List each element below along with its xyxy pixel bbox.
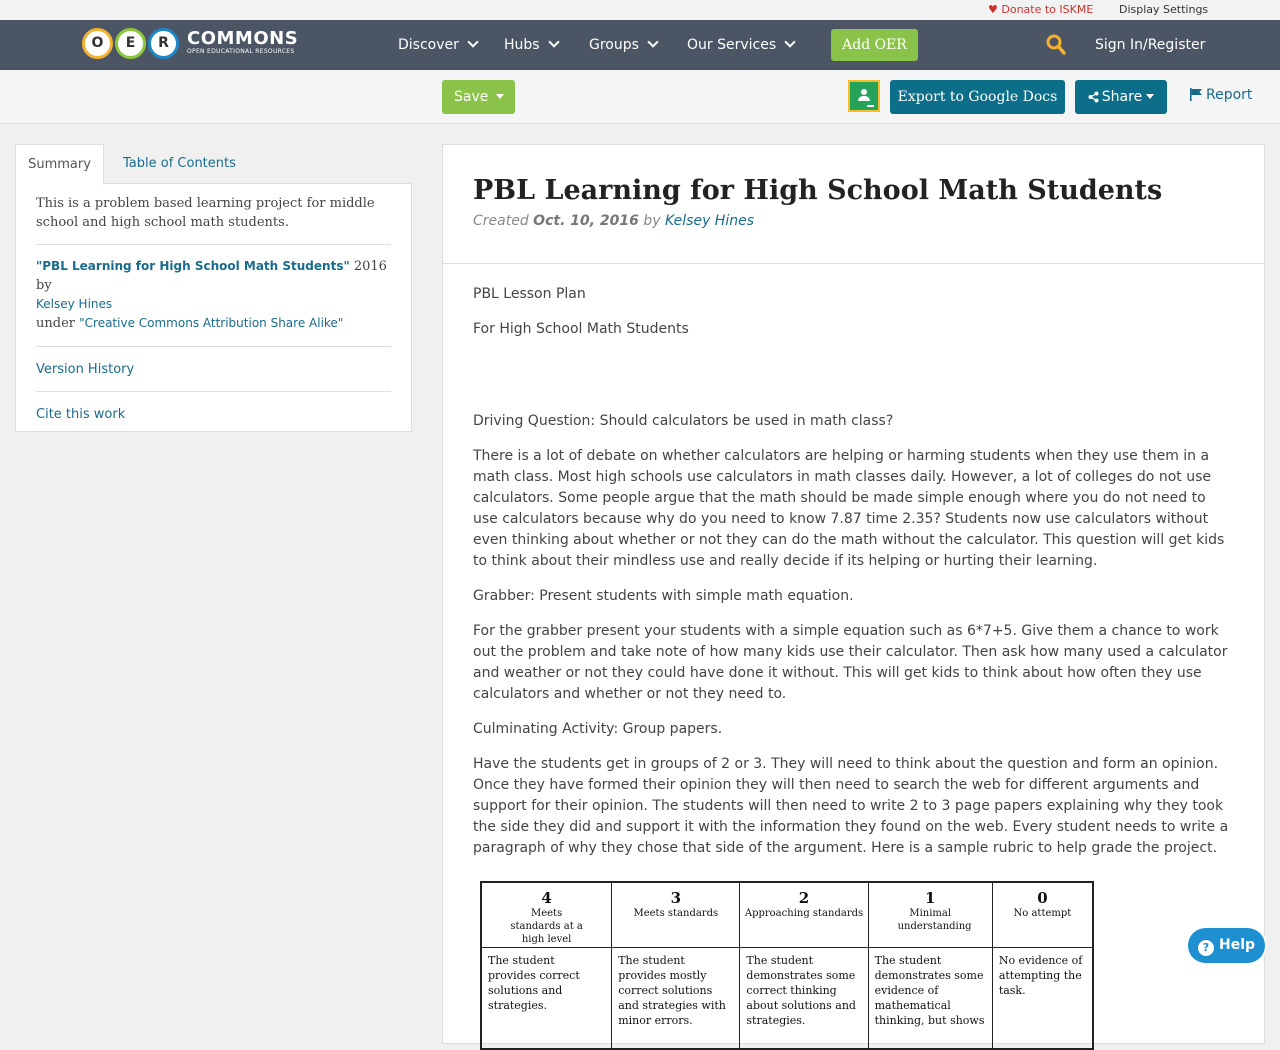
- resource-description: This is a problem based learning project for middle school and high school math students.: [36, 194, 391, 245]
- rubric-header-0: 0 No attempt: [992, 883, 1092, 948]
- version-history-row: [36, 347, 391, 392]
- paragraph: Driving Question: Should calculators be used in math class?: [473, 413, 894, 429]
- report-label: Report: [1206, 87, 1253, 103]
- rubric-cell-3: The student provides mostly correct solutions and strategies with minor errors.: [612, 948, 740, 1049]
- paragraph: For High School Math Students: [473, 321, 689, 337]
- add-oer-button[interactable]: Add OER: [831, 29, 918, 61]
- author-link[interactable]: Kelsey Hines: [664, 213, 755, 229]
- paragraph: Culminating Activity: Group papers.: [473, 721, 723, 737]
- share-icon: [1088, 91, 1099, 103]
- help-button[interactable]: [1188, 928, 1265, 963]
- action-bar: [0, 70, 1280, 124]
- tab-table-of-contents[interactable]: Table of Contents: [123, 156, 236, 171]
- share-button[interactable]: [1075, 80, 1167, 114]
- nav-services-label: Our Services: [687, 37, 777, 53]
- export-google-docs-button[interactable]: Export to Google Docs: [890, 80, 1065, 114]
- caret-down-icon: [496, 94, 504, 99]
- share-label: Share: [1101, 89, 1143, 105]
- paragraph: Have the students get in groups of 2 or 3. They will need to think about the question and form an opinion. Once they have formed their opinion they will then need to search the web for different arguments and support for their opinion. The students will then need to write 2 to 3 page papers explaining why they took the side they did and support it with the information they found on the web. Every student needs to write a paragraph of why they chose that side of the argument. Here is a sample rubric to help grade the project.: [473, 756, 1229, 856]
- logo-letter-o: O: [82, 28, 113, 59]
- nav-groups-label: Groups: [589, 37, 639, 53]
- rubric-cell-4: The student provides correct solutions and strategies.: [482, 948, 612, 1049]
- logo-letter-r: R: [148, 28, 179, 59]
- flag-icon: [1190, 88, 1203, 101]
- paragraph: PBL Lesson Plan: [473, 286, 586, 302]
- search-icon[interactable]: [1046, 34, 1066, 56]
- rubric-header-1: 1 Minimal understanding: [868, 883, 992, 948]
- donate-label: Donate to ISKME: [1001, 3, 1094, 16]
- nav-hubs-label: Hubs: [504, 37, 540, 53]
- rubric-image: [480, 881, 1094, 1050]
- logo-word: [187, 30, 298, 56]
- utility-bar: [0, 0, 1280, 20]
- donate-link[interactable]: [988, 3, 1093, 16]
- attribution-under: under: [36, 316, 75, 331]
- chevron-down-icon: [548, 36, 559, 47]
- paragraph: For the grabber present your students with a simple equation such as 6*7+5. Give them a chance to work out the problem and take note of how many kids use their calculator. Then ask how many used a calculator and weather or not they could have done it without. This will get kids to think about how often they use calculators and whether or not they need to.: [473, 623, 1228, 702]
- logo-commons: COMMONS: [187, 28, 299, 49]
- sidebar-tabs: [15, 144, 412, 184]
- rubric-cell-0: No evidence of attempting the task.: [992, 948, 1092, 1049]
- google-classroom-button[interactable]: [848, 80, 880, 112]
- attribution-author-link[interactable]: Kelsey Hines: [36, 297, 113, 311]
- logo-letter-e: E: [115, 28, 146, 59]
- tab-summary[interactable]: Summary: [15, 144, 104, 185]
- paragraph: There is a lot of debate on whether calculators are helping or harming students when they use them in a math class. Most high schools use calculators in math classes daily. However, a lot of colleges do not use calculators. Some people argue that the math should be made simple enough where you do not need to use calculators because why do you need to know 7.87 time 2.35? Students now use calculators without even thinking about whether or not they can do the math without the calculator. This question will get kids to think about their mindless use and really decide if its helping or hurting their learning.: [473, 448, 1225, 569]
- nav-discover[interactable]: [398, 20, 477, 70]
- question-icon: ?: [1198, 940, 1214, 956]
- license-link[interactable]: "Creative Commons Attribution Share Alike": [79, 316, 344, 330]
- version-history-link[interactable]: Version History: [36, 362, 135, 377]
- attribution: [36, 245, 391, 347]
- oer-commons-logo[interactable]: [82, 26, 298, 60]
- resource-meta: [473, 213, 1234, 229]
- nav-hubs[interactable]: [504, 20, 558, 70]
- rubric-header-2: 2 Approaching standards: [740, 883, 868, 948]
- paragraph: Grabber: Present students with simple math equation.: [473, 588, 854, 604]
- google-classroom-icon: [850, 82, 878, 110]
- report-link[interactable]: [1190, 87, 1252, 103]
- heart-icon: ♥: [988, 3, 998, 16]
- resource-content: [442, 144, 1265, 1044]
- chevron-down-icon: [784, 36, 795, 47]
- summary-panel: [15, 183, 412, 432]
- nav-groups[interactable]: [589, 20, 657, 70]
- rubric-cell-1: The student demonstrates some evidence of mathematical thinking, but shows: [868, 948, 992, 1049]
- main-nav: [0, 20, 1280, 70]
- page-title: PBL Learning for High School Math Students: [473, 175, 1163, 206]
- rubric-cell-2: The student demonstrates some correct thinking about solutions and strategies.: [740, 948, 868, 1049]
- resource-body: [443, 264, 1264, 1050]
- save-button[interactable]: [442, 80, 515, 114]
- display-settings-link[interactable]: Display Settings: [1119, 3, 1209, 16]
- chevron-down-icon: [467, 36, 478, 47]
- rubric-header-4: 4 Meets standards at a high level: [482, 883, 612, 948]
- by-label: by: [643, 213, 661, 229]
- rubric-header-3: 3 Meets standards: [612, 883, 740, 948]
- nav-our-services[interactable]: [687, 20, 794, 70]
- attribution-year: 2016 by: [36, 259, 387, 293]
- cite-this-work-link[interactable]: Cite this work: [36, 407, 126, 422]
- sign-in-register-link[interactable]: Sign In/Register: [1095, 37, 1206, 53]
- resource-header: [443, 145, 1264, 264]
- save-label: Save: [454, 89, 489, 105]
- created-label: Created: [473, 213, 529, 229]
- attribution-title-link[interactable]: "PBL Learning for High School Math Students": [36, 259, 350, 273]
- created-date: Oct. 10, 2016: [533, 213, 639, 229]
- caret-down-icon: [1146, 94, 1154, 99]
- help-label: Help: [1219, 937, 1256, 953]
- nav-discover-label: Discover: [398, 37, 459, 53]
- logo-tagline: OPEN EDUCATIONAL RESOURCES: [187, 48, 295, 55]
- cite-row: [36, 392, 391, 436]
- chevron-down-icon: [647, 36, 658, 47]
